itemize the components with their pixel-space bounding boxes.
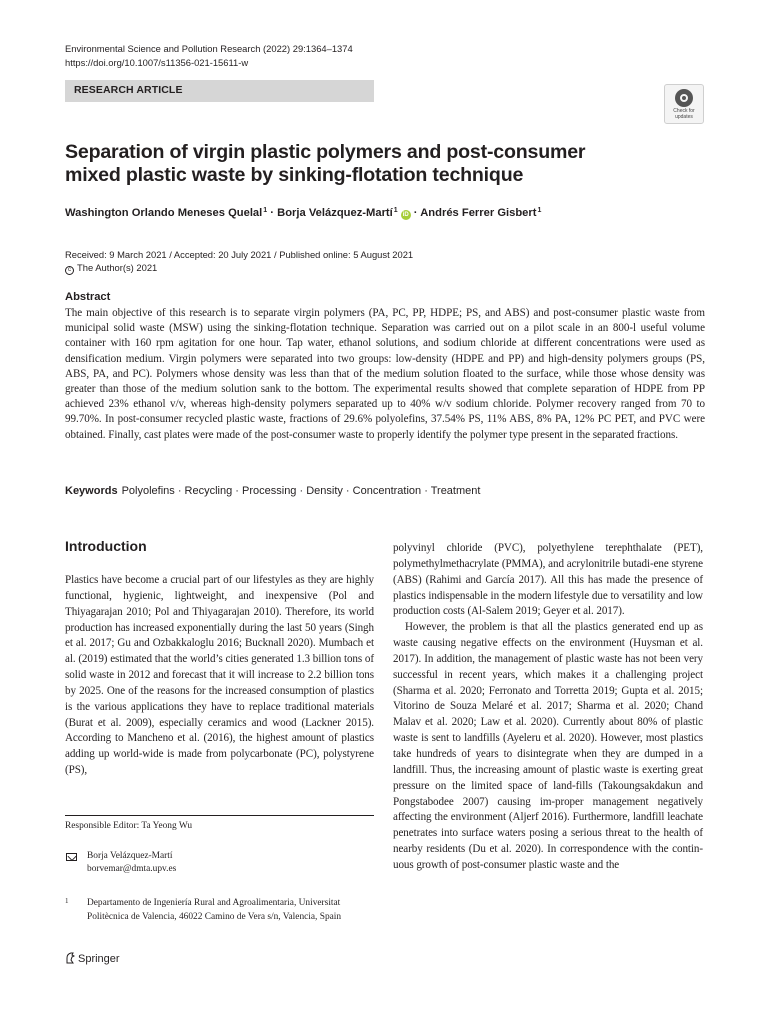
copyright-line: [65, 262, 157, 275]
publisher-name: Springer: [78, 953, 120, 965]
copyright-text: The Author(s) 2021: [77, 262, 158, 273]
article-type-banner: [65, 80, 374, 102]
affiliation-number: 1: [65, 897, 69, 905]
left-column: [65, 573, 374, 779]
author-list: [65, 207, 541, 220]
keywords-list: Polyolefins · Recycling · Processing · Density · Concentration · Treatment: [121, 485, 481, 497]
body-paragraph: polyvinyl chloride (PVC), polyethylene terephthalate (PET), polymethylmethacrylate (PMMA), and acrylonitrile butadi-ene styrene (ABS) (Rahimi and García 2017). All this has made the presence of plastics indispensable in the modern lifestyle due to versatility and low production costs (Al-Salem 2019; Geyer et al. 2017).: [393, 542, 703, 618]
author-name[interactable]: Washington Orlando Meneses Quelal: [65, 207, 263, 219]
body-paragraph: Plastics have become a crucial part of our lifestyles as they are highly functional, hygienic, lightweight, and inexpensive (Pol and Thiyagarajan 2010; Pol and Thiyagarajan 2010). Therefore, its world production has increased exponentially during the last 50 years (Singh et al. 2017; Gu and Ozbakkaloglu 2016; Bucknall 2020). Mumbach et al. (2019) estimated that the world’s cities generated 1.3 billion tons of solid waste in 2012 and forecast that it will increase to 2.2 billion tons by 2025. One of the reasons for the increased consumption of plastics is the various applications they have to replace traditional materials (Burat et al. 2009), especially ceramics and wood (Lackner 2015). According to Mancheno et al. (2016), the highest amount of plastics adding up world-wide is made from polycarbonate (PC), polystyrene (PS),: [65, 574, 374, 777]
author-name[interactable]: Andrés Ferrer Gisbert: [420, 207, 537, 219]
author-name[interactable]: Borja Velázquez-Martí: [277, 207, 393, 219]
doi-link[interactable]: https://doi.org/10.1007/s11356-021-15611-w: [65, 57, 249, 68]
keywords-line: [65, 485, 480, 497]
check-updates-icon: [675, 89, 693, 107]
author-separator: ·: [413, 207, 418, 219]
orcid-icon[interactable]: iD: [402, 212, 409, 218]
check-updates-label: Check for updates: [673, 108, 695, 120]
responsible-editor: Responsible Editor: Ta Yeong Wu: [65, 821, 193, 831]
author-separator: ·: [270, 207, 275, 219]
footnote-divider: [65, 815, 374, 816]
keywords-label: Keywords: [65, 485, 118, 497]
publisher-logo: [65, 952, 120, 965]
envelope-icon: [66, 853, 77, 861]
springer-horse-icon: [65, 952, 75, 964]
affiliation-text: Departamento de Ingeniería Rural and Agroalimentaria, Universitat Politècnica de Valencia, 46022 Camino de Vera s/n, Valencia, Spain: [87, 898, 342, 922]
publication-dates: Received: 9 March 2021 / Accepted: 20 July 2021 / Published online: 5 August 2021: [65, 249, 414, 260]
copyright-icon: c: [65, 266, 74, 275]
affiliation-marker: 1: [393, 207, 398, 214]
abstract-text: The main objective of this research is to separate virgin polymers (PA, PC, PP, HDPE; PS, and ABS) and post-consumer plastic waste from municipal solid waste (MSW) using the sinking-flotation technique. Separation was carried out on a pilot scale in an 800-l useful volume container with 160 rpm agitation for one hour. Tap water, ethanol solutions, and sodium chloride at different concentrations were used as densification medium. Virgin polymers were separated into two groups: low-density (HDPE and PP) and high-density polymers groups (PS, ABS, PA, and PC). Polymers whose density was less than that of the medium solution floated to the surface, while those whose density was greater than those of the medium solution sank to the bottom. The experimental results showed that complete separation of HDPE from PP achieved 23% ethanol v/v, whereas high-density polymers separated up to 40% w/v sodium chloride. Polymer recovery ranged from 70 to 99.70%. In post-consumer recycled plastic waste, fractions of 29.6% polyolefins, 37.54% PS, 11% ABS, 8% PA, 12% PC PET, and PVC were obtained. Finally, cast plates were made of the post-consumer waste to properly identify the polymer type present in the separated fractions.: [65, 307, 705, 441]
affiliation-marker: 1: [537, 207, 542, 214]
affiliation-marker: 1: [263, 207, 268, 214]
corresponding-author-name: Borja Velázquez-Martí: [87, 851, 173, 861]
right-column: [393, 541, 703, 874]
body-paragraph: However, the problem is that all the plastics generated end up as waste causing negative effects on the environment (Huysman et al. 2017). In addition, the management of plastic waste has not been very successful in recent years, which makes it a challenging project (Sharma et al. 2020; Ferronato and Torretta 2019; Gupta et al. 2015; Vitorino de Souza Melaré et al. 2017; Sharma et al. 2020; Chand Malav et al. 2020; Law et al. 2020). Currently about 80% of plastic waste is sent to landfills (Ayeleru et al. 2020). However, most plastics take hundreds of years to disintegrate when they are dumped in a landfill. Thus, the increasing amount of plastic waste is exerting great pressure on the limited space of land-fills (Takoungsakdakun and Pongstabodee 2007) causing im-proper management negatively affecting the environment (Aljerf 2016). Furthermore, landfill leachate penetrates into surface waters posing a serious threat to the health of nearby residents (Du et al. 2020). In correspondence with the contin-uous growth of post-consumer plastic waste and the: [393, 621, 703, 871]
article-type-label: RESEARCH ARTICLE: [74, 84, 183, 96]
article-title: Separation of virgin plastic polymers and post-consumer mixed plastic waste by sinking-flotation technique: [65, 141, 586, 186]
journal-citation: Environmental Science and Pollution Research (2022) 29:1364–1374: [65, 43, 353, 54]
section-heading-introduction: Introduction: [65, 538, 147, 554]
abstract-heading: Abstract: [65, 291, 111, 303]
corresponding-author-email[interactable]: borvemar@dmta.upv.es: [87, 864, 177, 874]
check-for-updates-badge[interactable]: [664, 84, 704, 124]
